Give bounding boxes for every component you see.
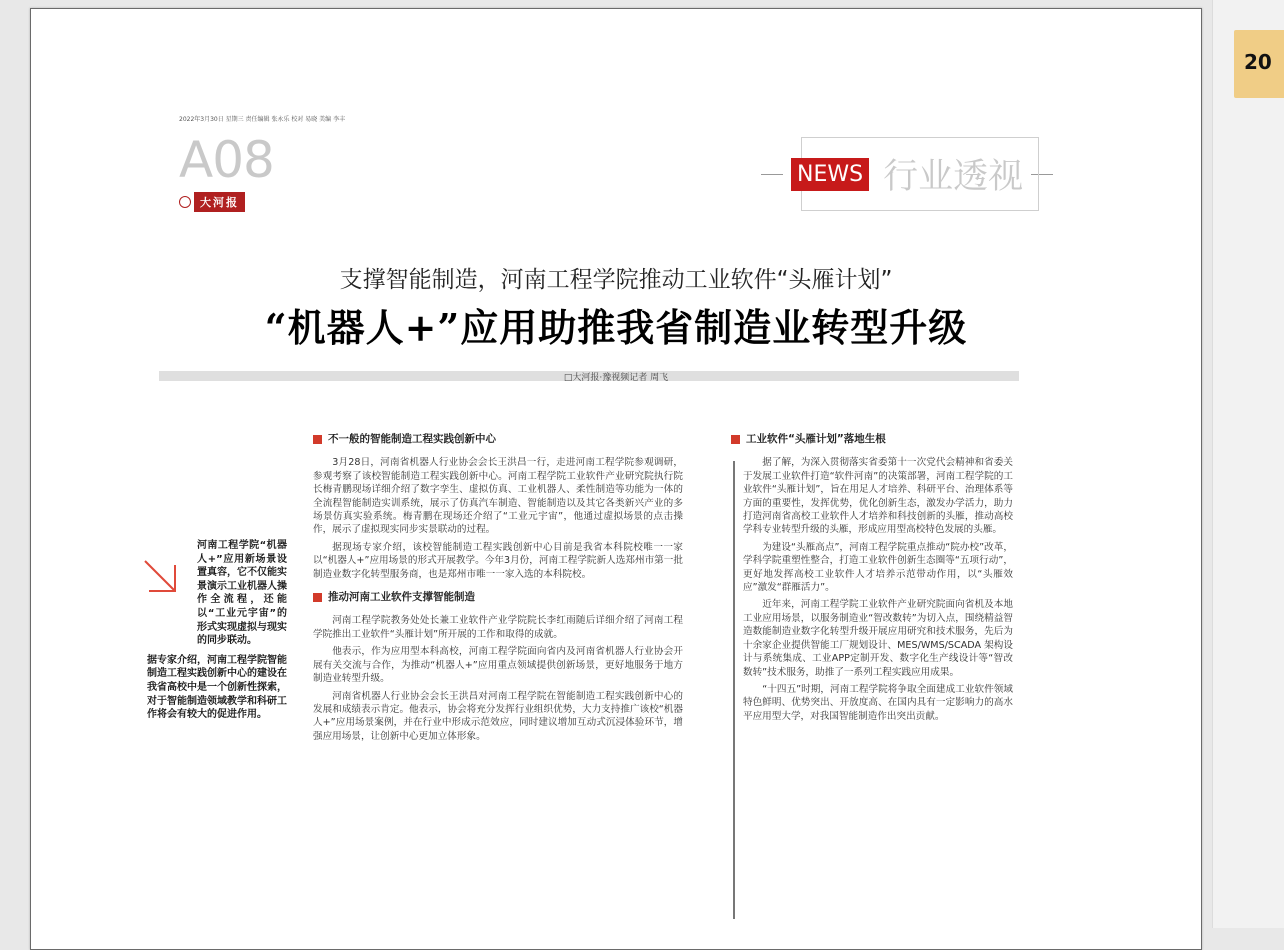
subsection-title: 工业软件“头雁计划”落地生根 [746, 433, 886, 445]
article-paragraph: 为建设“头雁高点”，河南工程学院重点推动“院办校”改革，学科学院重塑性整合，打造工业软件创新生态圈等“五项行动”，更好地发挥高校工业软件人才培养示范带动作用，以“头雁效应”激发“群雁活力”。 [743, 541, 1013, 594]
article-column-right [731, 433, 1013, 727]
article-paragraph: 据现场专家介绍，该校智能制造工程实践创新中心目前是我省本科院校唯一一家以“机器人+”应用场景的形式开展教学。今年3月份，河南工程学院新人选郑州市第一批制造业数字化转型服务商，也是郑州市唯一一家入选的本科院校。 [313, 541, 683, 580]
section-header [761, 149, 1101, 199]
pull-quote-paragraph: 河南工程学院“机器人+”应用新场景设置真容，它不仅能实景演示工业机器人操作全流程，还能以“工业元宇宙”的形式实现虚拟与现实的同步联动。 [197, 540, 287, 647]
masthead-label: 大河报 [194, 192, 245, 212]
date-tab[interactable]: 20 [1234, 30, 1284, 98]
article-paragraph: 河南工程学院教务处处长兼工业软件产业学院院长李红雨随后详细介绍了河南工程学院推出工业软件“头雁计划”所开展的工作和取得的成就。 [313, 615, 683, 640]
subsection-heading [731, 433, 1013, 446]
article-paragraph: 近年来，河南工程学院工业软件产业研究院面向省机及本地工业应用场景，以服务制造业“智改数转”为切入点，围绕精益智造数能制造业数字化转型升级开展应用研究和技术服务，先后为十余家企业提供智能工厂规划设计、MES/WMS/SCADA 架构设计与系统集成、工业APP定制开发、数字化生产线设计等“智改数转”技术服务，助推了一系列工程实践应用成果。 [743, 599, 1013, 678]
subheadline: 支撑智能制造，河南工程学院推动工业软件“头雁计划” [339, 267, 893, 293]
masthead [179, 192, 245, 212]
subsection-marker-icon [313, 593, 322, 602]
subsection-title: 不一般的智能制造工程实践创新中心 [328, 433, 496, 445]
pull-quote [147, 539, 287, 728]
byline: □大河报·豫视频记者 周飞 [563, 373, 669, 383]
article-paragraph: “十四五”时期，河南工程学院将争取全面建成工业软件领域特色鲜明、优势突出、开放度高、在国内具有一定影响力的高水平应用型大学，对我国智能制造作出突出贡献。 [743, 683, 1013, 722]
subsection-title: 推动河南工业软件支撑智能制造 [328, 591, 475, 604]
section-rule-left [761, 174, 783, 175]
article-paragraph: 据了解，为深入贯彻落实省委第十一次党代会精神和省委关于发展工业软件打造“软件河南”的决策部署，河南工程学院的工业软件“头雁计划”，旨在用足人才培养、科研平台、治理体系等方面的重要性，发挥优势，优化创新生态，激发办学活力，助力打造河南省高校工业软件人才培养和科技创新的头雁，推动高校学科专业转型升级的头雁，形成应用型高校特色发展的头雁。 [743, 457, 1013, 536]
subsection-marker-icon [313, 435, 322, 444]
article-paragraph: 3月28日，河南省机器人行业协会会长王洪昌一行，走进河南工程学院参观调研，参观考察了该校智能制造工程实践创新中心。河南工程学院工业软件产业研究院执行院长梅青鹏现场详细介绍了数字孪生、虚拟仿真、工业机器人、柔性制造等功能为一体的全流程智能制造实训系统，展示了仿真汽车制造、智能制造以及其它各类新兴产业的多场景仿真实验系统。梅青鹏在现场还介绍了“工业元宇宙”，他通过虚拟场景的点击操作，展示了虚拟现实同步实景联动的过程。 [313, 457, 683, 536]
section-title: 行业透视 [883, 157, 1024, 197]
headline: “机器人+”应用助推我省制造业转型升级 [264, 305, 968, 350]
dateline: 2022年3月30日 星期三 责任编辑 张永乐 校对 易晓 美编 李丰 [179, 116, 346, 123]
pull-quote-paragraph: 据专家介绍，河南工程学院智能制造工程实践创新中心的建设在我省高校中是一个创新性探索，对于智能制造领域教学和科研工作将会有较大的促进作用。 [147, 654, 287, 721]
page-number: A08 [179, 131, 274, 189]
newspaper-page [30, 8, 1202, 950]
subsection-heading [313, 591, 683, 604]
subsection-heading [313, 433, 683, 446]
masthead-logo-icon [179, 196, 191, 208]
news-badge: NEWS [791, 158, 869, 191]
viewer-margin [1212, 0, 1284, 928]
article-column-center [313, 433, 683, 747]
subsection-marker-icon [731, 435, 740, 444]
article-paragraph: 他表示，作为应用型本科高校，河南工程学院面向省内及河南省机器人行业协会开展有关交流与合作，为推动“机器人+”应用重点领域提供创新场景，更好地服务于地方制造业转型升级。 [313, 646, 683, 685]
article-paragraph: 河南省机器人行业协会会长王洪昌对河南工程学院在智能制造工程实践创新中心的发展和成绩表示肯定。他表示，协会将充分发挥行业组织优势，大力支持推广该校“机器人+”应用场景案例，并在行业中形成示范效应，同时建议增加互动式沉浸体验环节，增强应用场景，让创新中心更加立体形象。 [313, 690, 683, 742]
